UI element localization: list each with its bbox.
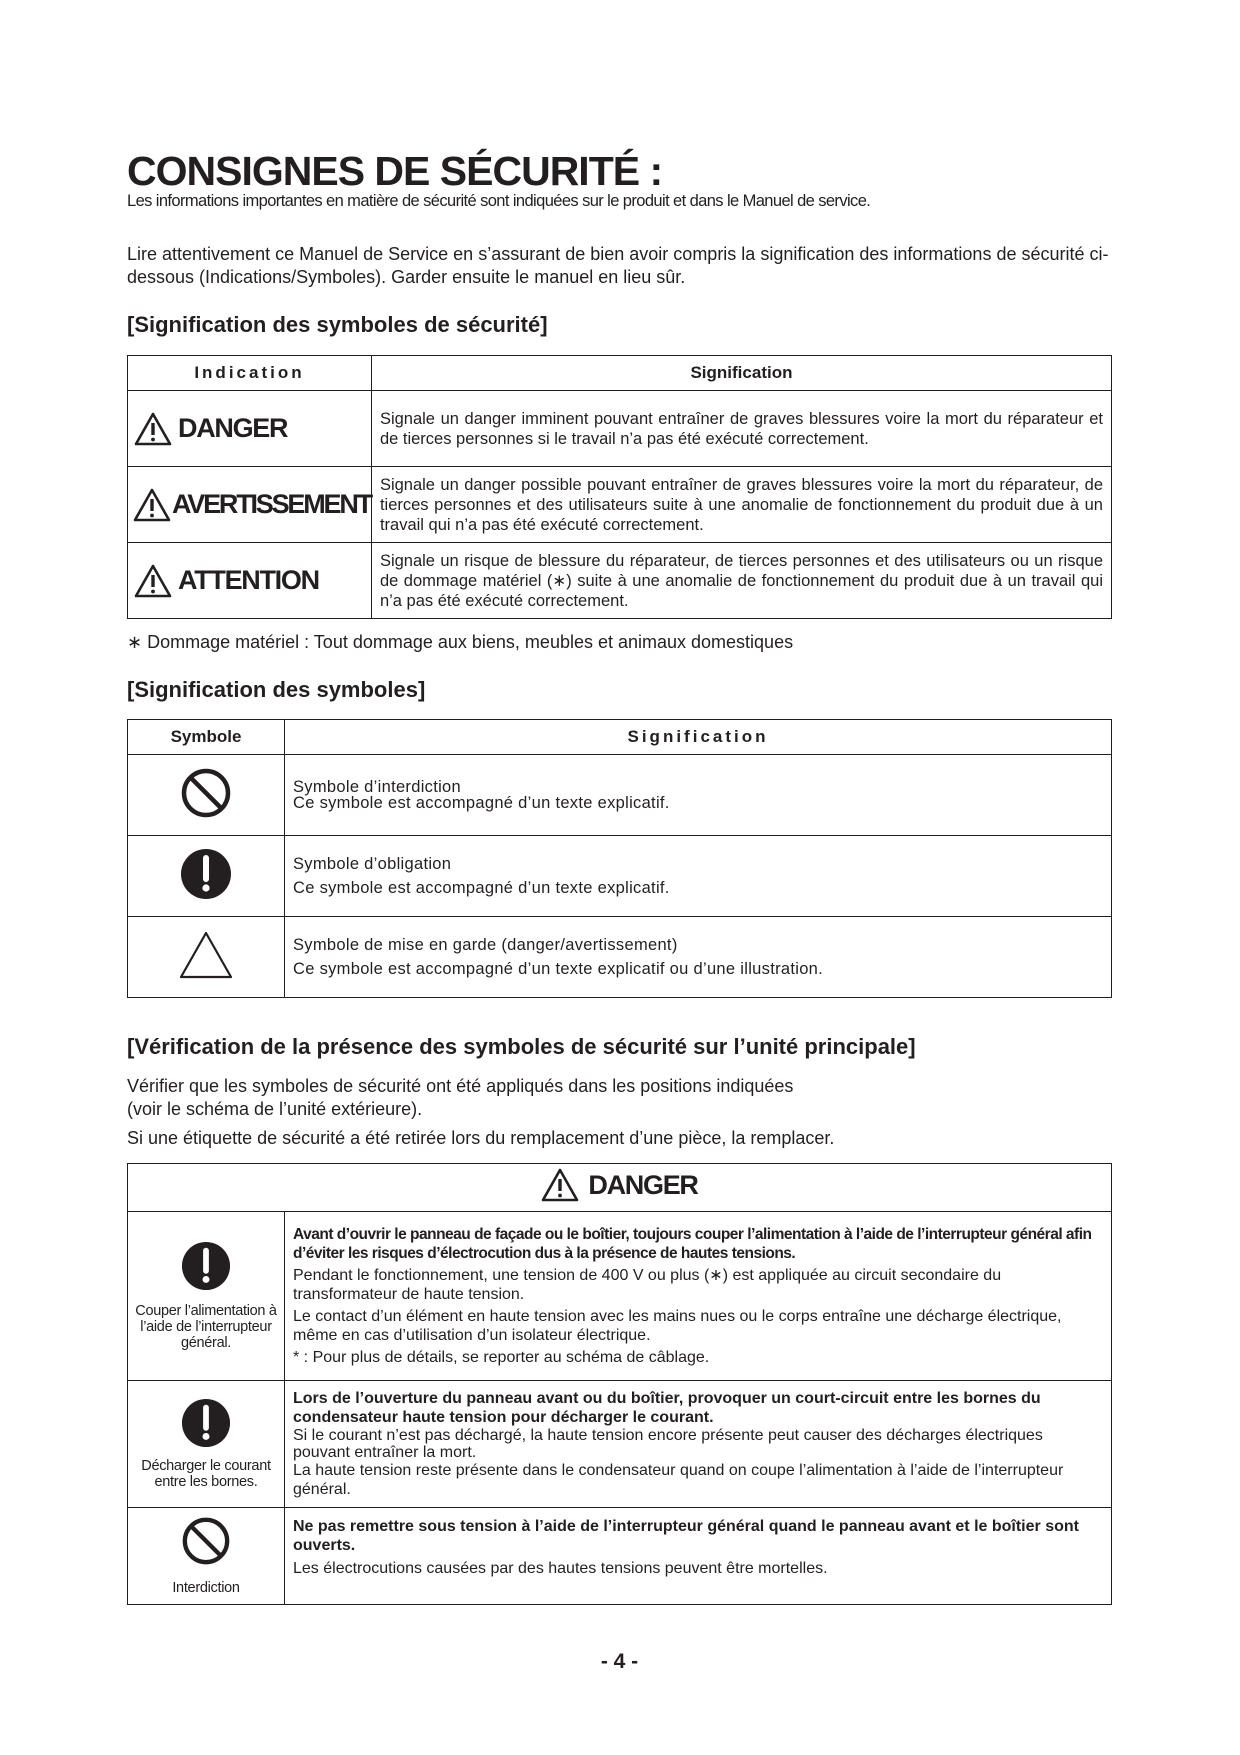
prohibition-icon (181, 1516, 231, 1566)
indication-table (127, 355, 1112, 619)
column-header-symbole: Symbole (128, 720, 285, 755)
danger-detail: * : Pour plus de détails, se reporter au schéma de câblage. (293, 1349, 710, 1366)
verification-line-2: (voir le schéma de l’unité extérieure). (127, 1099, 423, 1119)
icon-caption: Couper l’alimentation à l’aide de l’interrupteur général. (135, 1303, 277, 1351)
danger-instruction: Ne pas remettre sous tension à l’aide de l’interrupteur général quand le panneau avant et le boîtier sont ouverts. (293, 1518, 1079, 1554)
indication-label: AVERTISSEMENT (172, 489, 371, 519)
symbol-title: Symbole d’interdiction (293, 778, 462, 796)
indication-label: ATTENTION (178, 565, 319, 595)
symbol-title: Symbole d’obligation (293, 855, 452, 873)
table-row (128, 467, 1112, 543)
symbol-table (127, 719, 1112, 998)
signification-text: Signale un risque de blessure du réparateur, de tierces personnes et des utilisateurs ou un risque de dommage matériel (∗) suite à une anomalie de fonctionnement du produit due à un travail qui n’a pas été exécuté correctement. (371, 543, 1111, 619)
indication-danger (128, 412, 371, 446)
table-row (128, 1381, 1112, 1508)
warning-triangle-icon (541, 1168, 579, 1202)
danger-table (127, 1163, 1112, 1605)
icon-caption: Décharger le courant entre les bornes. (141, 1458, 271, 1490)
warning-triangle-icon (134, 412, 172, 446)
table-row (128, 543, 1112, 619)
danger-detail: Si le courant n’est pas déchargé, la haute tension encore présente peut causer des décharges électriques pouvant entraîner la mort. (293, 1427, 1043, 1461)
symbol-description: Ce symbole est accompagné d’un texte explicatif ou d’une illustration. (293, 960, 824, 978)
danger-instruction: Lors de l’ouverture du panneau avant ou du boîtier, provoquer un court-circuit entre les bornes du condensateur haute tension pour décharger le courant. (293, 1390, 1041, 1426)
danger-header (128, 1164, 1112, 1212)
section-heading-safety-symbols: [Signification des symboles de sécurité] (127, 312, 548, 337)
section-heading-verification: [Vérification de la présence des symboles de sécurité sur l’unité principale] (127, 1034, 916, 1059)
table-row (128, 917, 1112, 998)
intro-line-2: Lire attentivement ce Manuel de Service en s’assurant de bien avoir compris la signification des informations de sécurité ci-dessous (Indications/Symboles). Garder ensuite le manuel en lieu sûr. (127, 244, 1109, 287)
signification-text: Signale un danger possible pouvant entraîner de graves blessures voire la mort du réparateur, de tierces personnes et des utilisateurs suite à une anomalie de fonctionnement du produit due à un travail qui n’a pas été exécuté correctement. (371, 467, 1111, 543)
danger-detail: Les électrocutions causées par des hautes tensions peuvent être mortelles. (293, 1560, 828, 1577)
danger-instruction: Avant d’ouvrir le panneau de façade ou le boîtier, toujours couper l’alimentation à l’aide de l’interrupteur général afin d’éviter les risques d’électrocution dus à la présence de hautes tensions. (293, 1226, 1092, 1262)
footnote-property-damage: ∗ Dommage matériel : Tout dommage aux biens, meubles et animaux domestiques (127, 632, 794, 652)
page-number: - 4 - (600, 1650, 639, 1673)
signification-text: Signale un danger imminent pouvant entraîner de graves blessures voire la mort du réparateur et de tierces personnes si le travail n’a pas été exécuté correctement. (371, 391, 1111, 467)
warning-triangle-icon (133, 488, 171, 522)
verification-line-1: Vérifier que les symboles de sécurité ont été appliqués dans les positions indiquées (127, 1076, 794, 1096)
warning-triangle-icon (134, 564, 172, 598)
column-header-signification: Signification (285, 720, 1112, 755)
verification-line-3: Si une étiquette de sécurité a été retirée lors du remplacement d’une pièce, la remplacer. (127, 1128, 835, 1148)
intro-line-1: Les informations importantes en matière de sécurité sont indiquées sur le produit et dans le Manuel de service. (127, 192, 871, 210)
column-header-signification: Signification (371, 356, 1111, 391)
column-header-indication: Indication (128, 356, 372, 391)
symbol-description: Ce symbole est accompagné d’un texte explicatif. (293, 794, 670, 812)
danger-label: DANGER (588, 1169, 698, 1200)
page-title: CONSIGNES DE SÉCURITÉ : (127, 148, 663, 194)
danger-detail: La haute tension reste présente dans le condensateur quand on coupe l’alimentation à l’aide de l’interrupteur général. (293, 1462, 1064, 1498)
section-heading-symbols: [Signification des symboles] (127, 677, 426, 702)
mandatory-action-icon (180, 848, 232, 900)
prohibition-icon (180, 767, 232, 819)
danger-detail: Pendant le fonctionnement, une tension de 400 V ou plus (∗) est appliquée au circuit secondaire du transformateur de haute tension. (293, 1267, 1002, 1303)
symbol-description: Ce symbole est accompagné d’un texte explicatif. (293, 879, 670, 897)
table-row (128, 755, 1112, 836)
icon-caption: Interdiction (172, 1580, 240, 1596)
mandatory-action-icon (181, 1398, 231, 1448)
table-row (128, 836, 1112, 917)
indication-attention (128, 564, 371, 598)
table-row (128, 391, 1112, 467)
table-row (128, 1212, 1112, 1381)
symbol-title: Symbole de mise en garde (danger/avertissement) (293, 936, 678, 954)
caution-triangle-icon (178, 930, 234, 980)
indication-avertissement (128, 488, 371, 522)
indication-label: DANGER (178, 413, 288, 443)
table-row (128, 1508, 1112, 1605)
mandatory-action-icon (181, 1241, 231, 1291)
danger-detail: Le contact d’un élément en haute tension avec les mains nues ou le corps entraîne une décharge électrique, même en cas d’utilisation d’un isolateur électrique. (293, 1308, 1062, 1344)
